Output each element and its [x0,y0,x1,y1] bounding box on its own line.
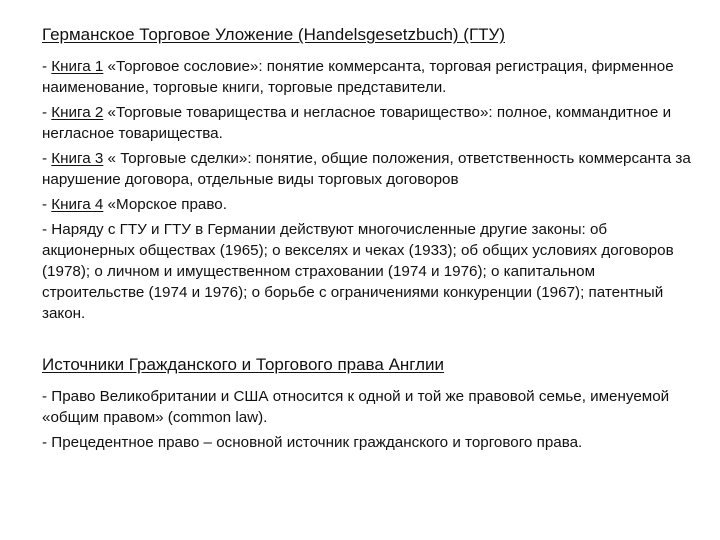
other-laws-note: - Наряду с ГТУ и ГТУ в Германии действуют многочисленные другие законы: об акционерных обществах (1965); о векселях и чеках (1933); об общих условиях договоров (1978); о личном и имущественном страховании (1974 и 1976); о капитальном строительстве (1974 и 1976); о борьбе с ограничениями конкуренции (1967); патентный закон. [42,221,674,322]
book-2-description: «Торговые товарищества и негласное товарищество»: полное, коммандитное и негласное товарищества. [42,104,672,142]
book-1-item [42,56,692,98]
book-3-item [42,148,692,190]
book-2-item [42,102,692,144]
book-1-description: «Торговое сословие»: понятие коммерсанта, торговая регистрация, фирменное наименование, торговые книги, торговые представители. [42,58,674,96]
bullet-dash: - [42,58,52,75]
bullet-dash: - [42,150,52,167]
bullet-dash: - [42,196,52,213]
precedent-law-item: - Прецедентное право – основной источник гражданского и торгового права. [42,434,583,451]
book-3-description: « Торговые сделки»: понятие, общие положения, ответственность коммерсанта за нарушение договора, отдельные виды торговых договоров [42,150,691,188]
book-2-link[interactable]: Книга 2 [51,104,104,121]
book-1-link[interactable]: Книга 1 [51,58,104,75]
bullet-dash: - [42,104,52,121]
common-law-item: - Право Великобритании и США относится к одной и той же правовой семье, именуемой «общим правом» (common law). [42,388,670,426]
section-title-english-sources: Источники Гражданского и Торгового права Англии [42,355,445,374]
section-title-german-code: Германское Торговое Уложение (Handelsgesetzbuch) (ГТУ) [42,25,505,44]
book-3-link[interactable]: Книга 3 [51,150,104,167]
book-4-link[interactable]: Книга 4 [51,196,104,213]
book-4-description: «Морское право. [103,196,227,213]
book-4-item [42,194,692,215]
slide-content [42,24,692,457]
